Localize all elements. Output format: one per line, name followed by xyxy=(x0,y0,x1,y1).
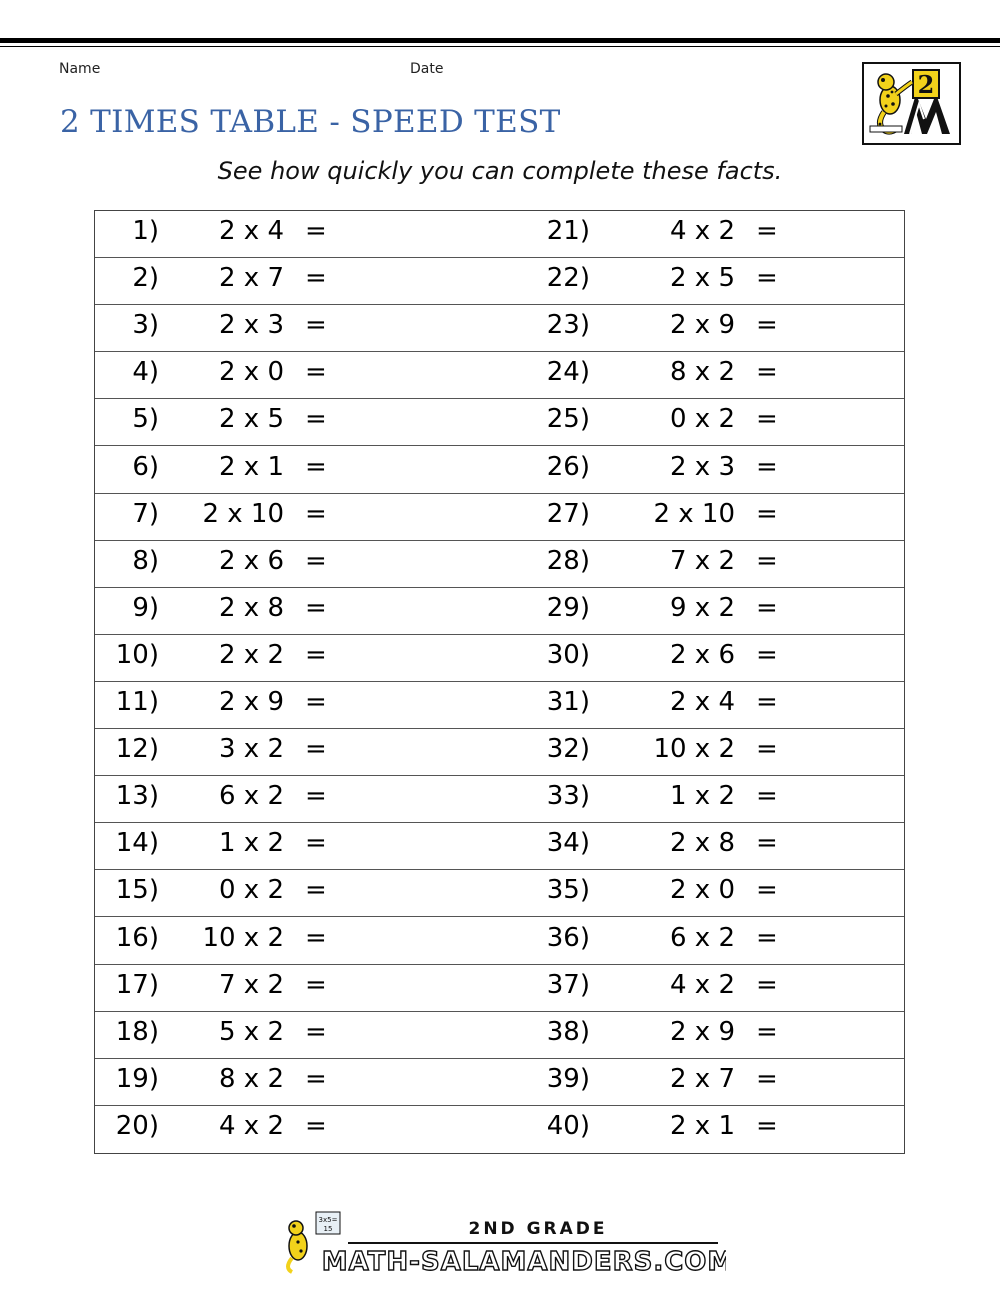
problem-number: 7) xyxy=(132,498,159,529)
problem-number: 14) xyxy=(115,828,159,859)
equals-sign: = xyxy=(305,639,327,670)
problem-number: 37) xyxy=(546,969,590,1000)
problem-expression: 7 x 2 xyxy=(670,545,735,576)
problem-number: 18) xyxy=(115,1016,159,1047)
problem-expression: 0 x 2 xyxy=(219,875,284,906)
svg-text:2: 2 xyxy=(917,70,935,99)
problem-expression: 6 x 2 xyxy=(670,922,735,953)
problem-row xyxy=(95,399,904,446)
problem-number: 15) xyxy=(115,875,159,906)
equals-sign: = xyxy=(305,404,327,435)
equals-sign: = xyxy=(305,922,327,953)
problem-expression: 1 x 2 xyxy=(670,781,735,812)
problem-number: 40) xyxy=(546,1110,590,1141)
problem-expression: 3 x 2 xyxy=(219,734,284,765)
top-rule-thin xyxy=(0,46,1000,47)
problem-number: 11) xyxy=(115,687,159,717)
problem-expression: 2 x 7 xyxy=(670,1063,735,1094)
equals-sign: = xyxy=(305,592,327,623)
problem-expression: 10 x 2 xyxy=(653,734,735,765)
problem-row xyxy=(95,1012,904,1059)
problem-expression: 2 x 10 xyxy=(202,498,284,529)
footer-logo xyxy=(278,1208,726,1278)
problem-expression: 4 x 2 xyxy=(670,969,735,1000)
problem-number: 36) xyxy=(546,922,590,953)
equals-sign: = xyxy=(305,310,327,341)
problem-row xyxy=(95,870,904,917)
problem-number: 28) xyxy=(546,545,590,576)
problem-row xyxy=(95,965,904,1012)
problem-expression: 2 x 5 xyxy=(670,263,735,294)
problem-expression: 2 x 8 xyxy=(219,592,284,623)
problem-number: 16) xyxy=(115,922,159,953)
problem-expression: 10 x 2 xyxy=(202,922,284,953)
equals-sign: = xyxy=(305,1063,327,1094)
equals-sign: = xyxy=(756,781,778,812)
equals-sign: = xyxy=(756,357,778,388)
equals-sign: = xyxy=(305,1016,327,1047)
problem-number: 30) xyxy=(546,639,590,670)
problem-number: 35) xyxy=(546,875,590,906)
problem-expression: 9 x 2 xyxy=(670,592,735,623)
equals-sign: = xyxy=(305,687,327,717)
problem-number: 34) xyxy=(546,828,590,859)
problem-row xyxy=(95,305,904,352)
svg-text:MATH-SALAMANDERS.COM: MATH-SALAMANDERS.COM xyxy=(321,1247,726,1277)
problem-number: 3) xyxy=(132,310,159,341)
problem-expression: 2 x 6 xyxy=(670,639,735,670)
equals-sign: = xyxy=(756,875,778,906)
problem-row xyxy=(95,776,904,823)
problem-row xyxy=(95,588,904,635)
problem-number: 1) xyxy=(132,216,159,246)
top-rule xyxy=(0,38,1000,43)
date-label: Date xyxy=(410,61,444,77)
problem-row xyxy=(95,258,904,305)
problem-row xyxy=(95,682,904,729)
problem-number: 9) xyxy=(132,592,159,623)
problem-row xyxy=(95,352,904,399)
problem-expression: 2 x 0 xyxy=(670,875,735,906)
equals-sign: = xyxy=(305,734,327,765)
problem-row xyxy=(95,1059,904,1106)
problem-expression: 2 x 7 xyxy=(219,263,284,294)
problem-row xyxy=(95,1106,904,1153)
problem-expression: 4 x 2 xyxy=(219,1110,284,1141)
equals-sign: = xyxy=(756,969,778,1000)
problem-expression: 2 x 1 xyxy=(219,451,284,482)
problem-expression: 4 x 2 xyxy=(670,216,735,246)
problem-number: 24) xyxy=(546,357,590,388)
equals-sign: = xyxy=(305,451,327,482)
problem-expression: 2 x 9 xyxy=(670,1016,735,1047)
grade-logo xyxy=(862,62,961,145)
problem-number: 29) xyxy=(546,592,590,623)
equals-sign: = xyxy=(756,592,778,623)
problem-expression: 7 x 2 xyxy=(219,969,284,1000)
equals-sign: = xyxy=(305,969,327,1000)
problem-expression: 0 x 2 xyxy=(670,404,735,435)
math-salamanders-logo xyxy=(278,1208,726,1278)
equals-sign: = xyxy=(756,639,778,670)
problem-number: 2) xyxy=(132,263,159,294)
problem-expression: 2 x 9 xyxy=(670,310,735,341)
problem-number: 5) xyxy=(132,404,159,435)
equals-sign: = xyxy=(756,922,778,953)
equals-sign: = xyxy=(756,687,778,717)
svg-text:15: 15 xyxy=(323,1225,333,1233)
problem-number: 17) xyxy=(115,969,159,1000)
problem-number: 38) xyxy=(546,1016,590,1047)
equals-sign: = xyxy=(305,263,327,294)
page-title: 2 TIMES TABLE - SPEED TEST xyxy=(60,104,561,140)
problem-expression: 2 x 0 xyxy=(219,357,284,388)
equals-sign: = xyxy=(305,216,327,246)
equals-sign: = xyxy=(305,545,327,576)
problem-number: 27) xyxy=(546,498,590,529)
problem-expression: 2 x 9 xyxy=(219,687,284,717)
problem-number: 31) xyxy=(546,687,590,717)
salamander-icon xyxy=(864,64,959,143)
problem-number: 23) xyxy=(546,310,590,341)
equals-sign: = xyxy=(305,498,327,529)
problem-number: 21) xyxy=(546,216,590,246)
equals-sign: = xyxy=(756,498,778,529)
equals-sign: = xyxy=(305,1110,327,1141)
svg-text:3x5=: 3x5= xyxy=(318,1216,338,1224)
equals-sign: = xyxy=(305,828,327,859)
problem-expression: 8 x 2 xyxy=(670,357,735,388)
problem-number: 22) xyxy=(546,263,590,294)
instructions-subtitle: See how quickly you can complete these facts. xyxy=(217,157,783,185)
problem-row xyxy=(95,494,904,541)
problem-expression: 5 x 2 xyxy=(219,1016,284,1047)
equals-sign: = xyxy=(756,1110,778,1141)
problem-number: 4) xyxy=(132,357,159,388)
equals-sign: = xyxy=(756,1063,778,1094)
problem-row xyxy=(95,823,904,870)
problem-row xyxy=(95,635,904,682)
equals-sign: = xyxy=(756,216,778,246)
problem-number: 8) xyxy=(132,545,159,576)
equals-sign: = xyxy=(756,451,778,482)
problem-expression: 8 x 2 xyxy=(219,1063,284,1094)
problem-number: 39) xyxy=(546,1063,590,1094)
problem-row xyxy=(95,211,904,258)
problem-expression: 1 x 2 xyxy=(219,828,284,859)
name-label: Name xyxy=(59,61,101,77)
equals-sign: = xyxy=(756,263,778,294)
equals-sign: = xyxy=(756,1016,778,1047)
problem-number: 25) xyxy=(546,404,590,435)
problem-number: 13) xyxy=(115,781,159,812)
problem-expression: 6 x 2 xyxy=(219,781,284,812)
problem-table xyxy=(94,210,905,1154)
problem-expression: 2 x 4 xyxy=(670,687,735,717)
problem-number: 26) xyxy=(546,451,590,482)
problem-number: 12) xyxy=(115,734,159,765)
problem-expression: 2 x 4 xyxy=(219,216,284,246)
problem-expression: 2 x 3 xyxy=(670,451,735,482)
equals-sign: = xyxy=(305,781,327,812)
equals-sign: = xyxy=(756,734,778,765)
problem-number: 6) xyxy=(132,451,159,482)
equals-sign: = xyxy=(305,357,327,388)
problem-number: 19) xyxy=(115,1063,159,1094)
problem-expression: 2 x 5 xyxy=(219,404,284,435)
problem-row xyxy=(95,729,904,776)
problem-expression: 2 x 2 xyxy=(219,639,284,670)
problem-number: 10) xyxy=(115,639,159,670)
problem-number: 33) xyxy=(546,781,590,812)
problem-expression: 2 x 8 xyxy=(670,828,735,859)
problem-expression: 2 x 10 xyxy=(653,498,735,529)
problem-number: 32) xyxy=(546,734,590,765)
equals-sign: = xyxy=(756,828,778,859)
problem-number: 20) xyxy=(115,1110,159,1141)
problem-expression: 2 x 6 xyxy=(219,545,284,576)
equals-sign: = xyxy=(305,875,327,906)
problem-expression: 2 x 1 xyxy=(670,1110,735,1141)
equals-sign: = xyxy=(756,310,778,341)
svg-text:2ND GRADE: 2ND GRADE xyxy=(468,1219,608,1239)
problem-row xyxy=(95,918,904,965)
equals-sign: = xyxy=(756,404,778,435)
problem-row xyxy=(95,447,904,494)
problem-expression: 2 x 3 xyxy=(219,310,284,341)
equals-sign: = xyxy=(756,545,778,576)
problem-row xyxy=(95,541,904,588)
